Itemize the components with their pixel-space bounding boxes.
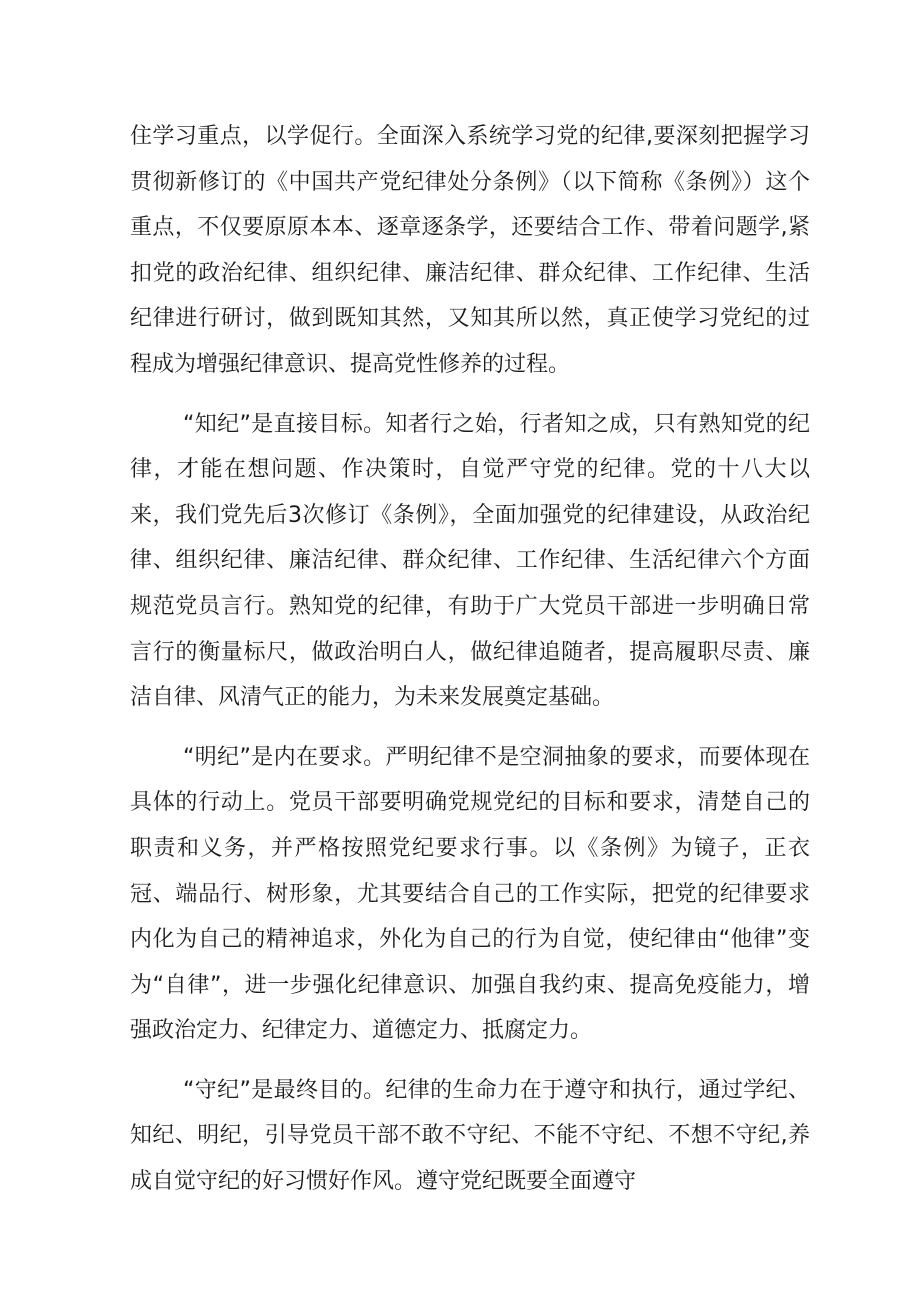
paragraph-understand-discipline: “明纪”是内在要求。严明纪律不是空洞抽象的要求，而要体现在具体的行动上。党员干部要明确党规党纪的目标和要求，清楚自己的职责和义务，并严格按照党纪要求行事。以《条例》为镜子，正衣冠、端品行、树形象，尤其要结合自己的工作实际，把党的纪律要求内化为自己的精神追求，外化为自己的行为自觉，使纪律由“他律”变为“自律”，进一步强化纪律意识、加强自我约束、提高免疫能力，增强政治定力、纪律定力、道德定力、抵腐定力。: [130, 744, 810, 1044]
paragraph-study-focus: 住学习重点，以学促行。全面深入系统学习党的纪律,要深刻把握学习贯彻新修订的《中国共产党纪律处分条例》（以下简称《条例》）这个重点，不仅要原原本本、逐章逐条学，还要结合工作、带着问题学,紧扣党的政治纪律、组织纪律、廉洁纪律、群众纪律、工作纪律、生活纪律进行研讨，做到既知其然，又知其所以然，真正使学习党纪的过程成为增强纪律意识、提高党性修养的过程。: [130, 124, 810, 377]
paragraph-observe-discipline: “守纪”是最终目的。纪律的生命力在于遵守和执行，通过学纪、知纪、明纪，引导党员干部不敢不守纪、不能不守纪、不想不守纪,养成自觉守纪的好习惯好作风。遵守党纪既要全面遵守: [130, 1077, 810, 1195]
paragraph-know-discipline: “知纪”是直接目标。知者行之始，行者知之成，只有熟知党的纪律，才能在想问题、作决策时，自觉严守党的纪律。党的十八大以来，我们党先后3次修订《条例》，全面加强党的纪律建设，从政治纪律、组织纪律、廉洁纪律、群众纪律、工作纪律、生活纪律六个方面规范党员言行。熟知党的纪律，有助于广大党员干部进一步明确日常言行的衡量标尺，做政治明白人，做纪律追随者，提高履职尽责、廉洁自律、风清气正的能力，为未来发展奠定基础。: [130, 411, 810, 711]
document-body: [130, 114, 810, 1219]
